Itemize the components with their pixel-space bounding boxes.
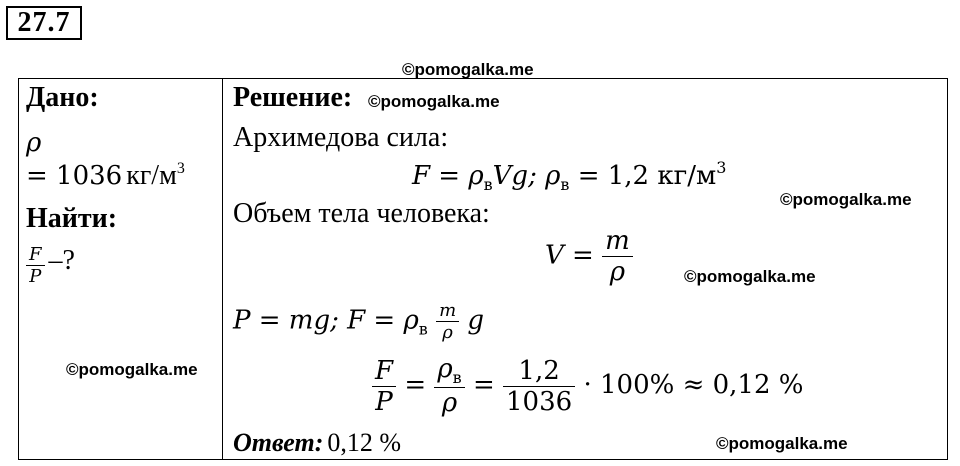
water-density-sub: в [560,175,570,194]
ratio2-numerator-sub: в [452,368,462,387]
volume-numerator: m [602,226,633,257]
weight-sub: в [418,319,428,339]
watermark: ©pomogalka.me [402,60,534,79]
ratio3-denominator: 1036 [506,386,573,417]
answer-label: Ответ: [233,428,324,457]
find-denominator: P [29,266,42,287]
watermark: ©pomogalka.me [368,92,500,111]
volume-lhs: V = [545,240,594,271]
weight-lhs: P = mg; F = ρ [233,305,419,336]
watermark: ©pomogalka.me [66,360,198,379]
given-rho-unit: кг/м [126,160,177,191]
given-rho-symbol: ρ [26,128,42,158]
answer-value: 0,12 % [327,428,402,457]
ratio2-numerator: ρ [437,354,453,384]
watermark: ©pomogalka.me [716,434,848,453]
weight-tail: g [467,305,485,336]
column-divider [222,78,223,460]
answer-line [233,428,401,458]
given-rho-value: = 1036 [26,161,123,191]
ratio3-numerator: 1,2 [503,356,575,387]
water-density-exp: 3 [716,158,727,177]
water-density-symbol: ρ [545,161,561,191]
weight-formula [233,300,484,343]
given-unit-exponent: 3 [176,160,185,177]
archimedes-lhs: F = ρ [412,161,484,191]
given-heading: Дано: [26,82,99,113]
ratio2-denominator: ρ [441,388,458,418]
solution-heading: Решение: [233,82,353,113]
find-heading: Найти: [26,203,118,234]
given-rho-line [26,160,185,192]
ratio-tail: · 100% ≈ 0,12 % [583,370,804,400]
watermark: ©pomogalka.me [684,267,816,286]
water-density-unit: кг/м [657,161,717,191]
archimedes-sub: в [483,175,493,194]
problem-number: 27.7 [6,6,82,40]
find-numerator: F [26,244,45,266]
ratio-eq2: = [472,370,495,400]
volume-denominator: ρ [609,257,626,287]
weight-denominator: ρ [442,322,453,343]
watermark: ©pomogalka.me [780,190,912,209]
archimedes-formula [412,158,726,194]
ratio-denominator: P [375,386,393,417]
volume-label: Объем тела человека: [233,198,490,229]
ratio-numerator: F [372,356,396,387]
archimedes-label: Архимедова сила: [233,122,449,153]
volume-formula [545,226,633,287]
archimedes-tail: Vg; [492,161,537,191]
water-density-value: = 1,2 [577,161,650,191]
ratio-formula [372,354,804,418]
find-quantity [26,244,75,287]
find-suffix: –? [48,245,75,277]
ratio-eq1: = [404,370,427,400]
weight-numerator: m [436,300,459,322]
